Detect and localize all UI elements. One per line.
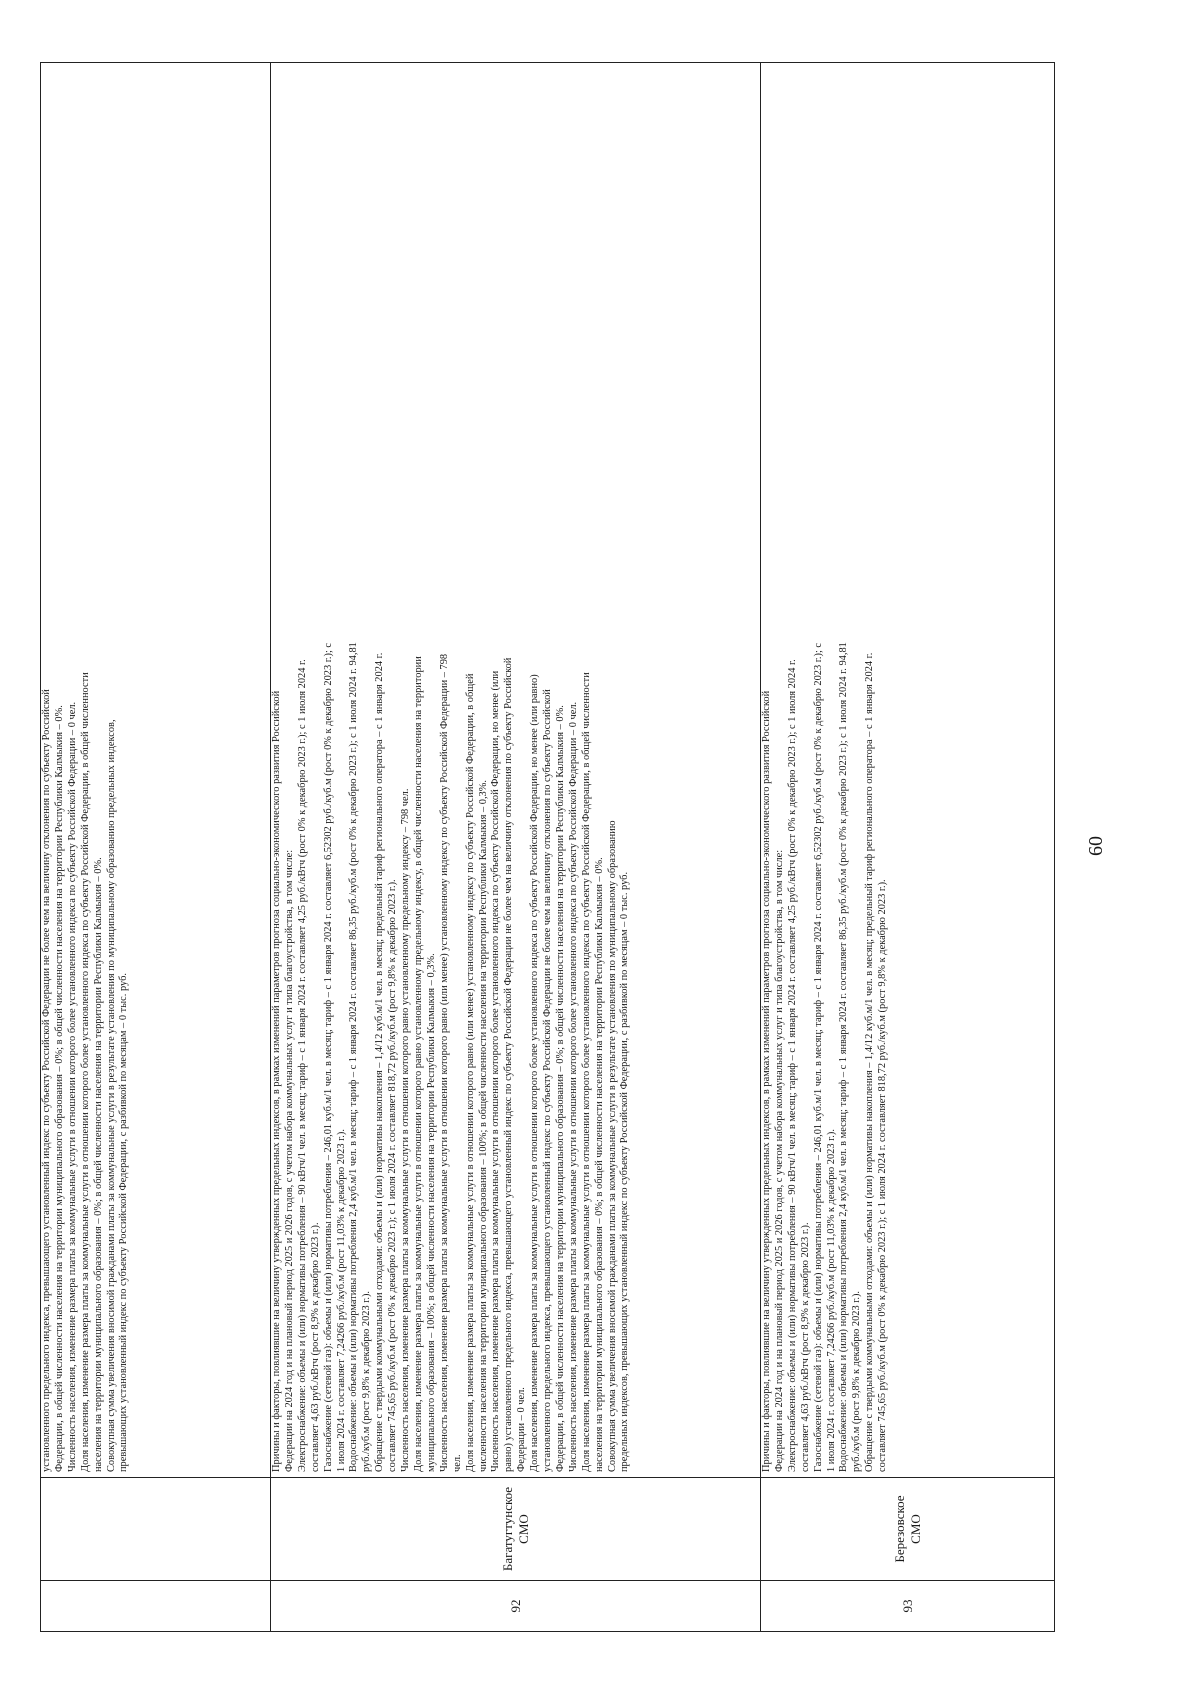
text-line: Численность населения, изменение размера платы за коммунальные услуги в отношении которого равно установленному предельному индексу – 798 чел.: [400, 788, 412, 1472]
text-line: установленного предельного индекса, превышающего установленный индекс по субъекту Российской Федерации не более чем на величину отклонения по субъекту Российской: [41, 689, 52, 1472]
text-line: Доля населения, изменение размера платы за коммунальные услуги в отношении которого более установленного индекса по субъекту Российской Федерации, в общей численности: [580, 672, 592, 1472]
row-number: 92: [271, 1581, 761, 1632]
row-number: 93: [761, 1581, 1055, 1632]
text-line: численности населения на территории муниципального образования – 100%; в общей численности населения на территории Республики Калмыкия – 0,3%.: [477, 780, 489, 1472]
text-line: предельных индексов, превышающих установленный индекс по субъекту Российской Федерации, с разбивкой по месяцам – 0 тыс. руб.: [619, 871, 631, 1472]
text-line: Доля населения, изменение размера платы за коммунальные услуги в отношении которого равно (или менее) установленному индексу по субъекту Российской Федерации, в общей: [464, 673, 476, 1472]
text-line: населения на территории муниципального образования – 0%; в общей численности населения на территории Республики Калмыкия – 0%.: [593, 857, 605, 1472]
municipality-name: [41, 1478, 271, 1581]
text-line: Федерации – 0 чел.: [516, 1387, 528, 1472]
text-line: Численность населения, изменение размера платы за коммунальные услуги в отношении которого равно (или менее) установленному индексу по субъекту Российской Федерации – 798: [438, 653, 450, 1472]
text-line: составляет 745,65 руб./куб.м (рост 0% к декабрю 2023 г.); с 1 июля 2024 г. составляет 818,72 руб./куб.м (рост 9,8% к декабрю 2023 г.).: [877, 879, 889, 1472]
table-row: [761, 63, 1055, 1632]
row-description: [41, 63, 271, 1478]
text-line: равно) установленного предельного индекса, превышающего установленный индекс по субъекту Российской Федерации не более чем на величину отклонения по субъекту Российской: [503, 657, 515, 1472]
text-line: Обращение с твердыми коммунальными отходами: объемы и (или) нормативы накопления – 1,4/12 куб.м/1 чел. в месяц; предельный тариф регионального оператора – с 1 января 2024 г.: [864, 652, 876, 1472]
text-line: Федерации на 2024 год и на плановый период 2025 и 2026 годов, с учетом набора коммунальных услуг и типа благоустройства, в том числе:: [773, 849, 785, 1472]
text-line: Численность населения, изменение размера платы за коммунальные услуги в отношении которого более установленного индекса по субъекту Российской Федерации – 0 чел.: [567, 701, 579, 1472]
table-row: [271, 63, 761, 1632]
text-line: составляет 4,63 руб./кВтч (рост 8,9% к декабрю 2023 г.).: [309, 1222, 321, 1472]
text-line: установленного предельного индекса, превышающего установленный индекс по субъекту Российской Федерации не более чем на величину отклонения по субъекту Российской: [542, 689, 554, 1472]
municipality-name: Багатугтунское СМО: [271, 1478, 761, 1581]
text-line: Федерации на 2024 год и на плановый период 2025 и 2026 годов, с учетом набора коммунальных услуг и типа благоустройства, в том числе:: [283, 849, 295, 1472]
text-line: Электроснабжение: объемы и (или) нормативы потребления – 90 кВтч/1 чел. в месяц; тариф – с 1 января 2024 г. составляет 4,25 руб./кВтч (рост 0% к декабрю 2023 г.); с 1 июля 2024 г.: [786, 659, 798, 1472]
text-line: Газоснабжение (сетевой газ): объемы и (или) нормативы потребления – 246,01 куб.м/1 чел. в месяц; тариф – с 1 января 2024 г. составляет 6,52302 руб./куб.м (рост 0% к декабрю 2023 г.); с: [322, 642, 334, 1472]
text-line: Газоснабжение (сетевой газ): объемы и (или) нормативы потребления – 246,01 куб.м/1 чел. в месяц; тариф – с 1 января 2024 г. составляет 6,52302 руб./куб.м (рост 0% к декабрю 2023 г.); с: [812, 642, 824, 1472]
text-line: Совокупная сумма увеличения вносимой гражданами платы за коммунальные услуги в результате установления по муниципальному образованию предельных индексов,: [105, 719, 117, 1472]
row-number: [41, 1581, 271, 1632]
text-line: составляет 745,65 руб./куб.м (рост 0% к декабрю 2023 г.); с 1 июля 2024 г. составляет 818,72 руб./куб.м (рост 9,8% к декабрю 2023 г.).: [387, 879, 399, 1472]
text-line: Федерации, в общей численности населения на территории муниципального образования – 0%; в общей численности населения на территории Республики Калмыкия – 0%.: [554, 705, 566, 1472]
text-line: Численность населения, изменение размера платы за коммунальные услуги в отношении которого более установленного индекса по субъекту Российской Федерации, но менее (или: [490, 670, 502, 1472]
row-description: [271, 63, 761, 1478]
text-line: населения на территории муниципального образования – 0%; в общей численности населения на территории Республики Калмыкия – 0%.: [92, 857, 104, 1472]
text-line: превышающих установленный индекс по субъекту Российской Федерации, с разбивкой по месяцам – 0 тыс. руб.: [118, 973, 130, 1472]
text-line: Водоснабжение: объемы и (или) нормативы потребления 2,4 куб.м/1 чел. в месяц; тариф – с 1 января 2024 г. составляет 86,35 руб./куб.м (рост 0% к декабрю 2023 г.); с 1 июля 2024 г. 94,81: [838, 642, 850, 1472]
text-line: Водоснабжение: объемы и (или) нормативы потребления 2,4 куб.м/1 чел. в месяц; тариф – с 1 января 2024 г. составляет 86,35 руб./куб.м (рост 0% к декабрю 2023 г.); с 1 июля 2024 г. 94,81: [348, 642, 360, 1472]
page-number: 60: [1085, 836, 1107, 856]
text-line: Совокупная сумма увеличения вносимой гражданами платы за коммунальные услуги в результате установления по муниципальному образованию: [606, 820, 618, 1472]
text-line: муниципального образования – 100%; в общей численности населения на территории Республики Калмыкия – 0,3%.: [425, 953, 437, 1472]
text-line: Доля населения, изменение размера платы за коммунальные услуги в отношении которого более установленного индекса по субъекту Российской Федерации, но менее (или равно): [529, 674, 541, 1472]
text-line: руб./куб.м (рост 9,8% к декабрю 2023 г.).: [361, 1290, 373, 1472]
municipal-index-table: [40, 62, 1055, 1632]
text-line: составляет 4,63 руб./кВтч (рост 8,9% к декабрю 2023 г.).: [799, 1222, 811, 1472]
text-line: чел.: [451, 1454, 463, 1472]
text-line: Федерации, в общей численности населения на территории муниципального образования – 0%; в общей численности населения на территории Республики Калмыкия – 0%.: [53, 705, 65, 1472]
text-line: 1 июля 2024 г. составляет 7,24266 руб./куб.м (рост 11,03% к декабрю 2023 г.).: [825, 1129, 837, 1472]
text-line: Причины и факторы, повлиявшие на величину утвержденных предельных индексов, в рамках изменений параметров прогноза социально-экономического развития Российской: [271, 690, 282, 1472]
municipality-name: Березовское СМО: [761, 1478, 1055, 1581]
text-line: Доля населения, изменение размера платы за коммунальные услуги в отношении которого более установленного индекса по субъекту Российской Федерации, в общей численности: [79, 672, 91, 1472]
text-line: Причины и факторы, повлиявшие на величину утвержденных предельных индексов, в рамках изменений параметров прогноза социально-экономического развития Российской: [761, 690, 772, 1472]
row-description: [761, 63, 1055, 1478]
text-line: Обращение с твердыми коммунальными отходами: объемы и (или) нормативы накопления – 1,4/12 куб.м/1 чел. в месяц; предельный тариф регионального оператора – с 1 января 2024 г.: [374, 652, 386, 1472]
table-row: [41, 63, 271, 1632]
text-line: Доля населения, изменение размера платы за коммунальные услуги в отношении которого равно установленному предельному индексу, в общей численности населения на территории: [412, 656, 424, 1472]
text-line: руб./куб.м (рост 9,8% к декабрю 2023 г.).: [851, 1290, 863, 1472]
text-line: 1 июля 2024 г. составляет 7,24266 руб./куб.м (рост 11,03% к декабрю 2023 г.).: [335, 1129, 347, 1472]
text-line: Численность населения, изменение размера платы за коммунальные услуги в отношении которого более установленного индекса по субъекту Российской Федерации – 0 чел.: [66, 701, 78, 1472]
text-line: Электроснабжение: объемы и (или) нормативы потребления – 90 кВтч/1 чел. в месяц; тариф – с 1 января 2024 г. составляет 4,25 руб./кВтч (рост 0% к декабрю 2023 г.); с 1 июля 2024 г.: [296, 659, 308, 1472]
